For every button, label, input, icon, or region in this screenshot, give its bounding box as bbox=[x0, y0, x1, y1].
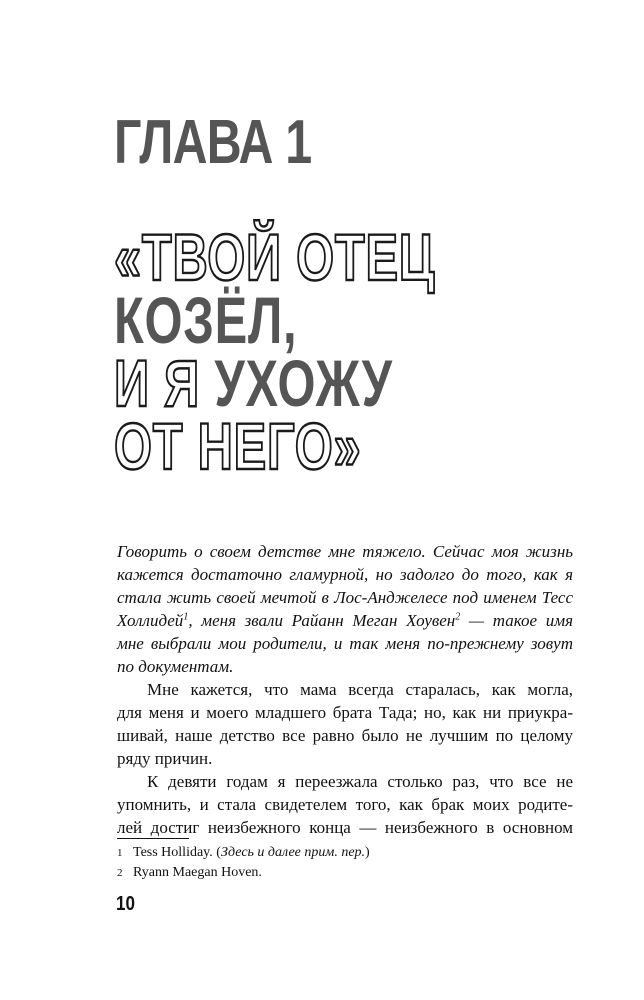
page-number: 10 bbox=[116, 893, 135, 915]
paragraph-line: для меня и моего младшего брата Тада; но, как ни приукра- bbox=[117, 703, 573, 722]
footnote-translator-note: Здесь и далее прим. пер. bbox=[220, 845, 366, 860]
title-line-3 bbox=[114, 346, 435, 420]
footnote-ref-2: 2 bbox=[455, 611, 461, 623]
paragraph-line: шивай, наше детство все равно было не лучшим по целому bbox=[117, 726, 573, 745]
paragraph-line: Мне кажется, что мама всегда старалась, как могла, bbox=[147, 680, 573, 699]
intro-line bbox=[117, 609, 573, 632]
intro-line: по документам. bbox=[117, 657, 234, 676]
title-line-1: «ТВОЙ ОТЕЦ bbox=[114, 220, 436, 294]
footnote-text: Ryann Maegan Hoven. bbox=[133, 865, 262, 880]
intro-text: , меня звали Райанн Меган Хоувен bbox=[188, 611, 456, 630]
footnote-number: 2 bbox=[117, 867, 123, 879]
title-line-4: ОТ НЕГО» bbox=[114, 409, 362, 483]
paragraph-line: упомнить, и стала свидетелем того, как брак моих родите- bbox=[117, 795, 573, 814]
paragraph-line: лей достиг неизбежного конца — неизбежного в основном bbox=[117, 818, 573, 837]
chapter-title bbox=[114, 220, 436, 483]
footnote-number: 1 bbox=[117, 847, 123, 859]
intro-text: — такое имя bbox=[460, 611, 573, 630]
footnote-close: ) bbox=[365, 845, 370, 860]
intro-line: стала жить своей мечтой в Лос-Анджелесе под именем Тесс bbox=[117, 588, 573, 607]
paragraph-line: ряду причин. bbox=[117, 749, 213, 768]
footnote-divider bbox=[117, 838, 189, 839]
intro-text: Холлидей bbox=[117, 611, 184, 630]
footnotes bbox=[117, 843, 370, 883]
body-text bbox=[117, 540, 573, 839]
footnote-1 bbox=[117, 843, 370, 863]
title-line-2: КОЗЁЛ, bbox=[114, 283, 298, 357]
intro-line: мне выбрали мои родители, и так меня по-прежнему зовут bbox=[117, 634, 573, 653]
title-line-3-outline: И Я bbox=[114, 346, 215, 420]
title-line-3-solid: УХОЖУ bbox=[214, 346, 393, 420]
footnote-text: Tess Holliday. ( bbox=[133, 845, 221, 860]
intro-line: кажется достаточно гламурной, но задолго до того, как я bbox=[117, 565, 573, 584]
footnote-ref-1: 1 bbox=[183, 611, 189, 623]
footnote-2 bbox=[117, 863, 370, 883]
chapter-heading: ГЛАВА 1 bbox=[114, 108, 312, 177]
paragraph-line: К девяти годам я переезжала столько раз, что все не bbox=[147, 772, 573, 791]
intro-line: Говорить о своем детстве мне тяжело. Сейчас моя жизнь bbox=[117, 542, 573, 561]
